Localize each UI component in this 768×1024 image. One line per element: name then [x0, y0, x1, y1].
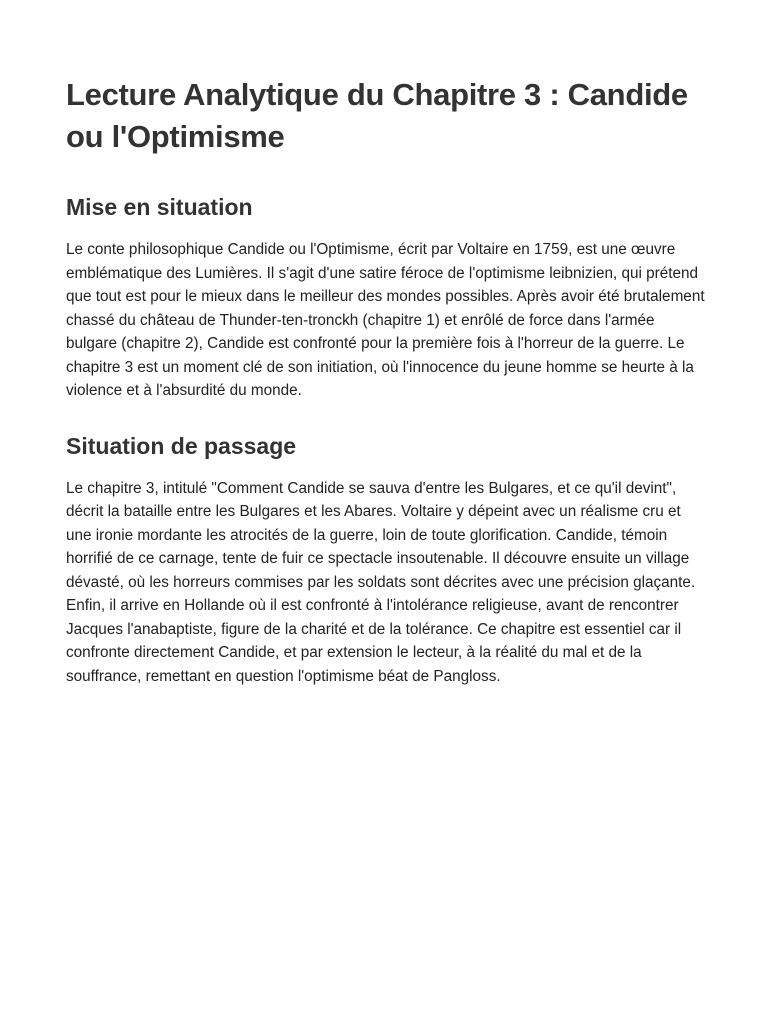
section-body-situation-de-passage: Le chapitre 3, intitulé "Comment Candide se sauva d'entre les Bulgares, et ce qu'il devint", décrit la bataille entre les Bulgares et les Abares. Voltaire y dépeint avec un réalisme cru et une ironie mordante les atrocités de la guerre, loin de toute glorification. Candide, témoin horrifié de ce carnage, tente de fuir ce spectacle insoutenable. Il découvre ensuite un village dévasté, où les horreurs commises par les soldats sont décrites avec une précision glaçante. Enfin, il arrive en Hollande où il est confronté à l'intolérance religieuse, avant de rencontrer Jacques l'anabaptiste, figure de la charité et de la tolérance. Ce chapitre est essentiel car il confronte directement Candide, et par extension le lecteur, à la réalité du mal et de la souffrance, remettant en question l'optimisme béat de Pangloss.	[66, 479, 696, 685]
section-heading-situation-de-passage: Situation de passage	[66, 432, 297, 459]
section-heading-mise-en-situation: Mise en situation	[66, 194, 253, 220]
document-title: Lecture Analytique du Chapitre 3 : Candide ou l'Optimisme	[66, 77, 688, 154]
section-body-mise-en-situation: Le conte philosophique Candide ou l'Optimisme, écrit par Voltaire en 1759, est une œuvre emblématique des Lumières. Il s'agit d'une satire féroce de l'optimisme leibnizien, qui prétend que tout est pour le mieux dans le meilleur des mondes possibles. Après avoir été brutalement chassé du château de Thunder-ten-tronckh (chapitre 1) et enrôlé de force dans l'armée bulgare (chapitre 2), Candide est confronté pour la première fois à l'horreur de la guerre. Le chapitre 3 est un moment clé de son initiation, où l'innocence du jeune homme se heurte à la violence et à l'absurdité du monde.	[66, 241, 705, 399]
document-page	[66, 74, 706, 688]
